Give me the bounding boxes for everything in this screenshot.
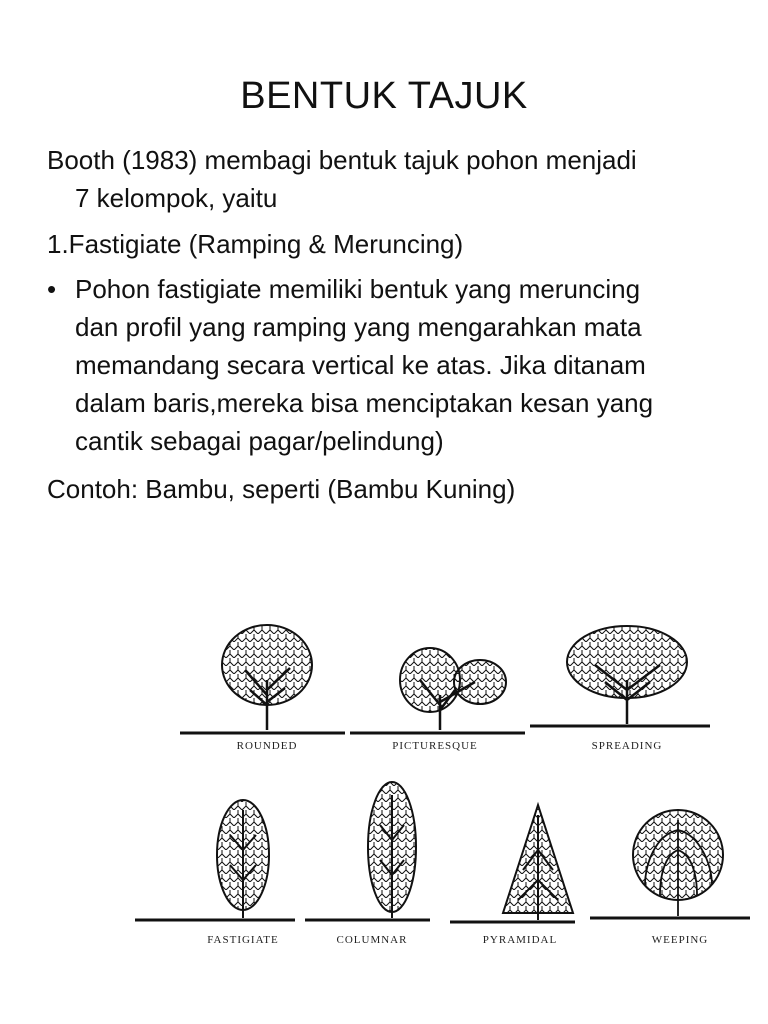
caption-columnar: COLUMNAR [336, 934, 408, 946]
caption-pyramidal: PYRAMIDAL [482, 934, 558, 946]
intro-line-1: Booth (1983) membagi bentuk tajuk pohon menjadi [47, 145, 637, 175]
bullet-line-1: Pohon fastigiate memiliki bentuk yang meruncing [75, 274, 641, 304]
caption-weeping: WEEPING [651, 934, 709, 946]
bullet-line-3: memandang secara vertical ke atas. Jika ditanam [75, 350, 646, 380]
section-heading: 1.Fastigiate (Ramping & Meruncing) [47, 229, 464, 259]
example-line: Contoh: Bambu, seperti (Bambu Kuning) [47, 474, 516, 504]
ground-row-2 [135, 918, 750, 922]
intro-line-2: 7 kelompok, yaitu [75, 183, 278, 213]
rounded-tree-icon [222, 625, 312, 730]
caption-rounded: ROUNDED [236, 740, 298, 752]
caption-spreading: SPREADING [591, 740, 663, 752]
caption-picturesque: PICTURESQUE [392, 740, 478, 752]
ground-row-1 [180, 726, 710, 733]
bullet-line-2: dan profil yang ramping yang mengarahkan mata [75, 312, 642, 342]
spreading-tree-icon [567, 626, 687, 724]
tree-forms-drawing [130, 610, 750, 960]
tree-forms-illustration [130, 610, 750, 960]
weeping-tree-icon [633, 810, 723, 916]
bullet-icon: • [47, 274, 57, 304]
fastigiate-tree-icon [217, 800, 269, 918]
bullet-item [47, 270, 737, 460]
slide-title: BENTUK TAJUK [240, 75, 528, 118]
pyramidal-tree-icon [503, 805, 573, 920]
columnar-tree-icon [368, 782, 416, 918]
picturesque-tree-icon [400, 648, 506, 730]
bullet-line-5: cantik sebagai pagar/pelindung) [75, 426, 444, 456]
bullet-line-4: dalam baris,mereka bisa menciptakan kesan yang [75, 388, 654, 418]
caption-fastigiate: FASTIGIATE [207, 934, 279, 946]
intro-paragraph [47, 141, 737, 217]
